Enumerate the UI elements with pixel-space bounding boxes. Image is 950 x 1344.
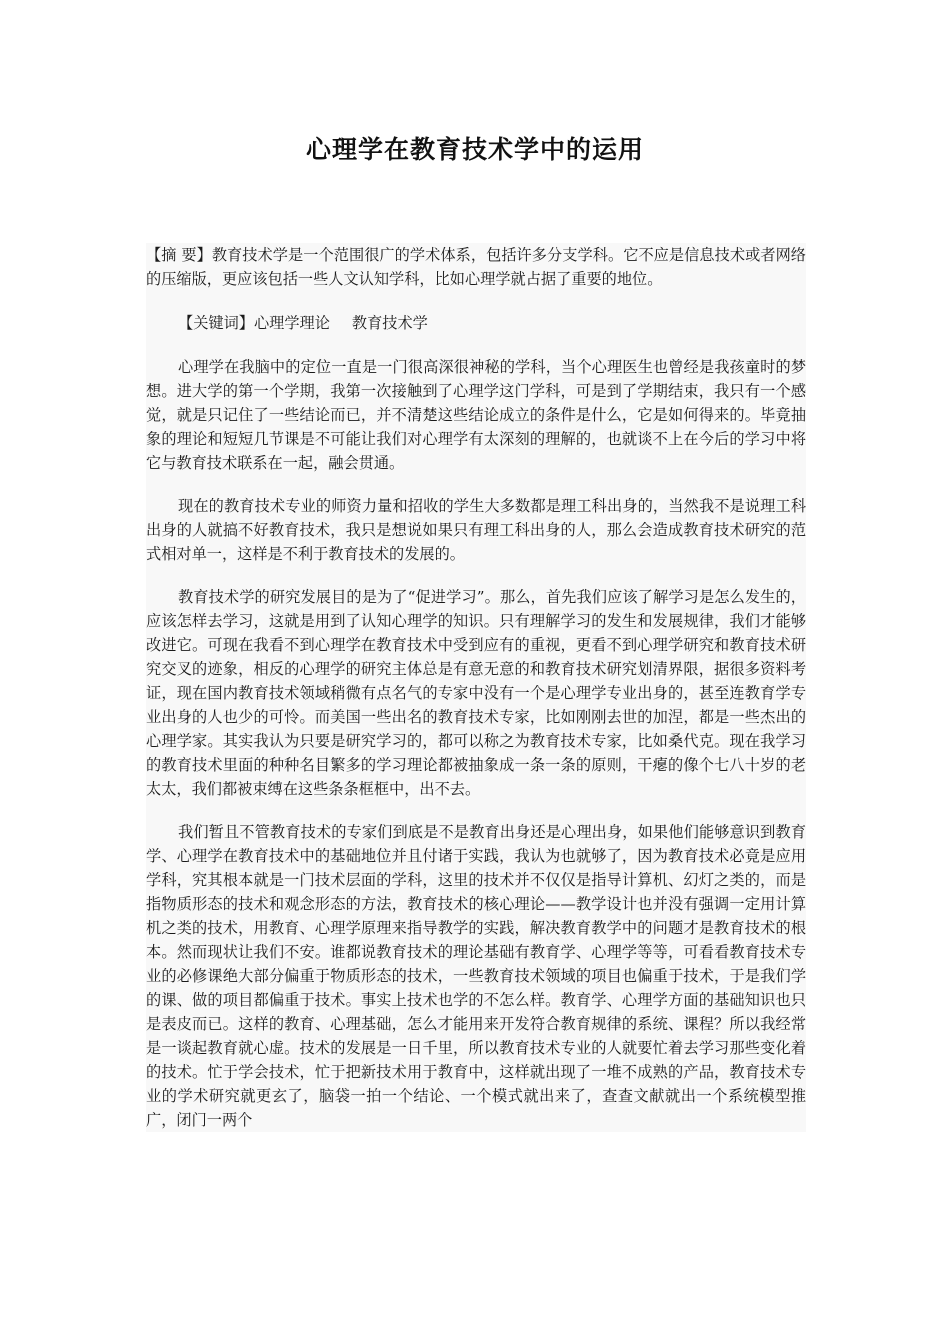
body-paragraph: 心理学在我脑中的定位一直是一门很高深很神秘的学科，当个心理医生也曾经是我孩童时的梦想。进大学的第一个学期，我第一次接触到了心理学这门学科，可是到了学期结束，我只有一个感觉，就是只记住了一些结论而已，并不清楚这些结论成立的条件是什么，它是如何得来的。毕竟抽象的理论和短短几节课是不可能让我们对心理学有太深刻的理解的，也就谈不上在今后的学习中将它与教育技术联系在一起，融会贯通。: [146, 358, 806, 472]
abstract-paragraph: 【摘 要】教育技术学是一个范围很广的学术体系，包括许多分支学科。它不应是信息技术或者网络的压缩版，更应该包括一些人文认知学科，比如心理学就占据了重要的地位。: [146, 246, 806, 288]
keywords-line: [146, 311, 806, 335]
keywords-label: 【关键词】: [178, 314, 254, 332]
document-body: [146, 243, 806, 1132]
document-title: 心理学在教育技术学中的运用: [305, 135, 644, 164]
body-paragraph: 现在的教育技术专业的师资力量和招收的学生大多数都是理工科出身的，当然我不是说理工科出身的人就搞不好教育技术，我只是想说如果只有理工科出身的人，那么会造成教育技术研究的范式相对单一，这样是不利于教育技术的发展的。: [146, 497, 806, 563]
keyword-item: 心理学理论: [253, 314, 330, 332]
body-paragraph: 教育技术学的研究发展目的是为了“促进学习”。那么，首先我们应该了解学习是怎么发生的，应该怎样去学习，这就是用到了认知心理学的知识。只有理解学习的发生和发展规律，我们才能够改进它。可现在我看不到心理学在教育技术中受到应有的重视，更看不到心理学研究和教育技术研究交叉的迹象，相反的心理学的研究主体总是有意无意的和教育技术研究划清界限，据很多资料考证，现在国内教育技术领域稍微有点名气的专家中没有一个是心理学专业出身的，甚至连教育学专业出身的人也少的可怜。而美国一些出名的教育技术专家，比如刚刚去世的加涅，都是一些杰出的心理学家。其实我认为只要是研究学习的，都可以称之为教育技术专家，比如桑代克。现在我学习的教育技术里面的种种名目繁多的学习理论都被抽象成一条一条的原则，干瘪的像个七八十岁的老太太，我们都被束缚在这些条条框框中，出不去。: [146, 588, 806, 798]
keyword-item: 教育技术学: [351, 314, 428, 332]
body-paragraph: 我们暂且不管教育技术的专家们到底是不是教育出身还是心理出身，如果他们能够意识到教育学、心理学在教育技术中的基础地位并且付诸于实践，我认为也就够了，因为教育技术必竟是应用学科，究其根本就是一门技术层面的学科，这里的技术并不仅仅是指导计算机、幻灯之类的，而是指物质形态的技术和观念形态的方法，教育技术的核心理论——教学设计也并没有强调一定用计算机之类的技术，用教育、心理学原理来指导教学的实践，解决教育教学中的问题才是教育技术的根本。然而现状让我们不安。谁都说教育技术的理论基础有教育学、心理学等等，可看看教育技术专业的必修课绝大部分偏重于物质形态的技术，一些教育技术领域的项目也偏重于技术，于是我们学的课、做的项目都偏重于技术。事实上技术也学的不怎么样。教育学、心理学方面的基础知识也只是表皮而已。这样的教育、心理基础，怎么才能用来开发符合教育规律的系统、课程？所以我经常是一谈起教育就心虚。技术的发展是一日千里，所以教育技术专业的人就要忙着去学习那些变化着的技术。忙于学会技术，忙于把新技术用于教育中，这样就出现了一堆不成熟的产品，教育技术专业的学术研究就更玄了，脑袋一拍一个结论、一个模式就出来了，查查文献就出一个系统模型推广，闭门一两个: [146, 823, 806, 1129]
